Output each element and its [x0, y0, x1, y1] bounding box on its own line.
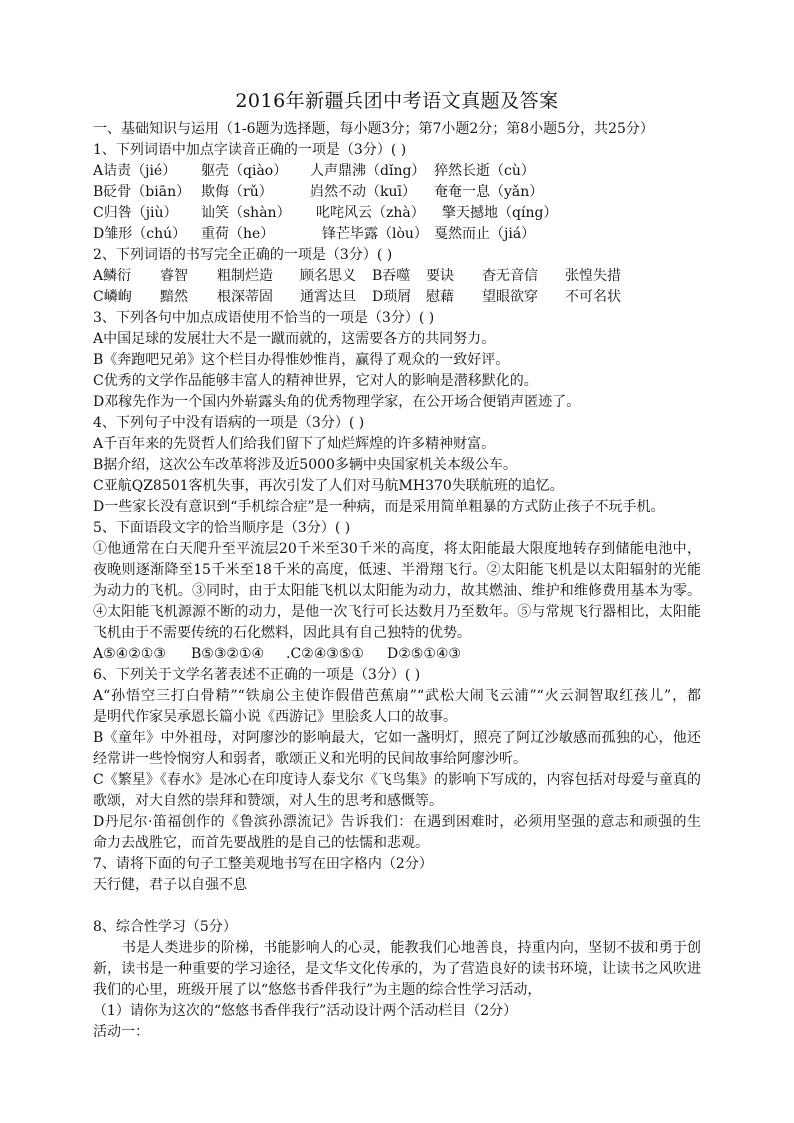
q5-paragraph-line: ④太阳能飞机源源不断的动力，是他一次飞行可长达数月乃至数年。⑤与常规飞行器相比，太阳能 [93, 604, 701, 620]
q2-word: D琐屑 [372, 289, 412, 305]
q5-choice: D②⑤①④③ [387, 646, 461, 662]
q1-option: 重荷（he） [201, 226, 275, 242]
q6-line: 是明代作家吴承恩长篇小说《西游记》里脍炙人口的故事。 [93, 709, 457, 725]
q2-word: 通霄达旦 [300, 289, 356, 305]
q1-option: 躯壳（qiào） [201, 163, 288, 179]
question-7-stem: 7、请将下面的句子工整美观地书写在田字格内（2分） [93, 856, 433, 872]
question-2-stem: 2、下列词语的书写完全正确的一项是（3分）( ) [93, 247, 393, 263]
q2-word: B吞噬 [372, 268, 411, 284]
q2-word: 根深蒂固 [217, 289, 273, 305]
q1-option: 奄奄一息（yǎn） [434, 184, 544, 200]
q8-paragraph-line: 书是人类进步的阶梯，书能影响人的心灵，能教我们心地善良，持重内向，坚韧不拔和勇于创 [122, 940, 701, 956]
q5-paragraph-line: ①他通常在白天爬升至平流层20千米至30千米的高度，将太阳能最大限度地转存到储能电池中， [93, 541, 701, 557]
q4-option: A千百年来的先贤哲人们给我们留下了灿烂辉煌的许多精神财富。 [93, 436, 496, 452]
q2-word: 黯然 [160, 289, 188, 305]
q8-paragraph-line: 新，读书是一种重要的学习途径，是文华文化传承的，为了营造良好的读书环境，让读书之风吹进 [93, 961, 701, 977]
q4-option: B据介绍，这次公车改革将涉及近5000多辆中央国家机关本级公车。 [93, 457, 517, 473]
q3-option: D邓稼先作为一个国内外崭露头角的优秀物理学家，在公开场合便销声匿迹了。 [93, 394, 581, 410]
q1-option: 讪笑（shàn） [201, 205, 291, 221]
q3-option: B《奔跑吧兄弟》这个栏目办得惟妙惟肖，赢得了观众的一致好评。 [93, 352, 510, 368]
q8-sub-question: （1）请你为这次的“悠悠书香伴我行”活动设计两个活动栏目（2分） [93, 1003, 518, 1019]
question-5-stem: 5、下面语段文字的恰当顺序是（3分）( ) [93, 520, 351, 536]
q1-option: B砭骨（biān） [93, 184, 191, 200]
q5-paragraph-line: 为动力的飞机。③同时，由于太阳能飞机以太阳能为动力，故其燃油、维护和维修费用基本为零。 [93, 583, 701, 599]
q1-option: D雏形（chú） [93, 226, 187, 242]
question-4-stem: 4、下列句子中没有语病的一项是（3分）( ) [93, 415, 365, 431]
q5-choice: B⑤③②①④ [191, 646, 265, 662]
q2-word: 不可名状 [565, 289, 621, 305]
page-title: 2016年新疆兵团中考语文真题及答案 [235, 90, 559, 112]
q1-option: 擎天撼地（qíng） [442, 205, 558, 221]
section-heading: 一、基础知识与运用（1-6题为选择题，每小题3分；第7小题2分；第8小题5分，共25分） [93, 121, 654, 137]
q1-option: 锋芒毕露（lòu） [322, 226, 428, 242]
q2-word: 杳无音信 [482, 268, 538, 284]
question-8-stem: 8、综合性学习（5分） [93, 919, 237, 935]
q8-paragraph-line: 我们的心里，班级开展了以“悠悠书香伴我行”为主题的综合性学习活动， [93, 982, 542, 998]
q1-option: 人声鼎沸（dǐng） [310, 163, 426, 179]
q3-option: C优秀的文学作品能够丰富人的精神世界，它对人的影响是潜移默化的。 [93, 373, 538, 389]
q2-word: 顾名思义 [300, 268, 356, 284]
q6-line: 经常讲一些怜悯穷人和弱者，歌颂正义和光明的民间故事给阿廖沙听。 [93, 751, 527, 767]
q6-line: D丹尼尔·笛福创作的《鲁滨孙漂流记》告诉我们：在遇到困难时，必须用坚强的意志和顽强的生 [93, 814, 701, 830]
q2-word: 张惶失措 [565, 268, 621, 284]
question-1-stem: 1、下列词语中加点字读音正确的一项是（3分）( ) [93, 142, 407, 158]
q1-option: 岿然不动（kuī） [310, 184, 416, 200]
q2-word: C嶙峋 [93, 289, 132, 305]
q2-word: 慰藉 [426, 289, 454, 305]
q4-option: C亚航QZ8501客机失事，再次引发了人们对马航MH370失联航班的追忆。 [93, 478, 564, 494]
q1-option: 叱咤风云（zhà） [316, 205, 425, 221]
q7-sentence: 天行健，君子以自强不息 [93, 877, 247, 893]
q2-word: 睿智 [160, 268, 188, 284]
q6-line: B《童年》中外祖母，对阿廖沙的影响最大，它如一盏明灯，照亮了阿辽沙敏感而孤独的心，他还 [93, 730, 701, 746]
q6-line: C《繁星》《春水》是冰心在印度诗人泰戈尔《飞鸟集》的影响下写成的，内容包括对母爱与童真的 [93, 772, 701, 788]
q1-option: 欺侮（rǔ） [201, 184, 273, 200]
q1-option: A诘责（jié） [93, 163, 177, 179]
q6-line: 命力去战胜它，而首先要战胜的是自己的怯懦和悲观。 [93, 835, 429, 851]
q1-option: 猝然长逝（cù） [434, 163, 535, 179]
q2-word: 要诀 [426, 268, 454, 284]
q2-word: 望眼欲穿 [482, 289, 538, 305]
q2-word: 粗制烂造 [217, 268, 273, 284]
q3-option: A中国足球的发展壮大不是一蹴而就的，这需要各方的共同努力。 [93, 331, 496, 347]
q4-option: D一些家长没有意识到“手机综合症”是一种病，而是采用简单粗暴的方式防止孩子不玩手机。 [93, 499, 665, 515]
q5-paragraph-line: 夜晚则逐渐降至15千米至18千米的高度，低速、半滑翔飞行。②太阳能飞机是以太阳辐射的光能 [93, 562, 701, 578]
q1-option: C归咎（jiù） [93, 205, 178, 221]
q5-choice: .C②④③⑤① [286, 646, 364, 662]
q5-choice: A⑤④②①③ [93, 646, 166, 662]
question-3-stem: 3、下列各句中加点成语使用不恰当的一项是（3分）( ) [93, 310, 435, 326]
question-6-stem: 6、下列关于文学名著表述不正确的一项是（3分）( ) [93, 667, 421, 683]
q2-word: A鳞衍 [93, 268, 132, 284]
q8-activity-label: 活动一： [93, 1024, 149, 1040]
q5-paragraph-line: 飞机由于不需要传统的石化燃料，因此具有自己独特的优势。 [93, 625, 471, 641]
q1-option: 戛然而止（jiá） [434, 226, 536, 242]
q6-line: A“孙悟空三打白骨精”“铁扇公主使诈假借芭蕉扇”“武松大闹飞云浦”“火云洞智取红孩儿”，都 [93, 688, 701, 704]
q6-line: 歌颂，对大自然的崇拜和赞颂，对人生的思考和感慨等。 [93, 793, 443, 809]
